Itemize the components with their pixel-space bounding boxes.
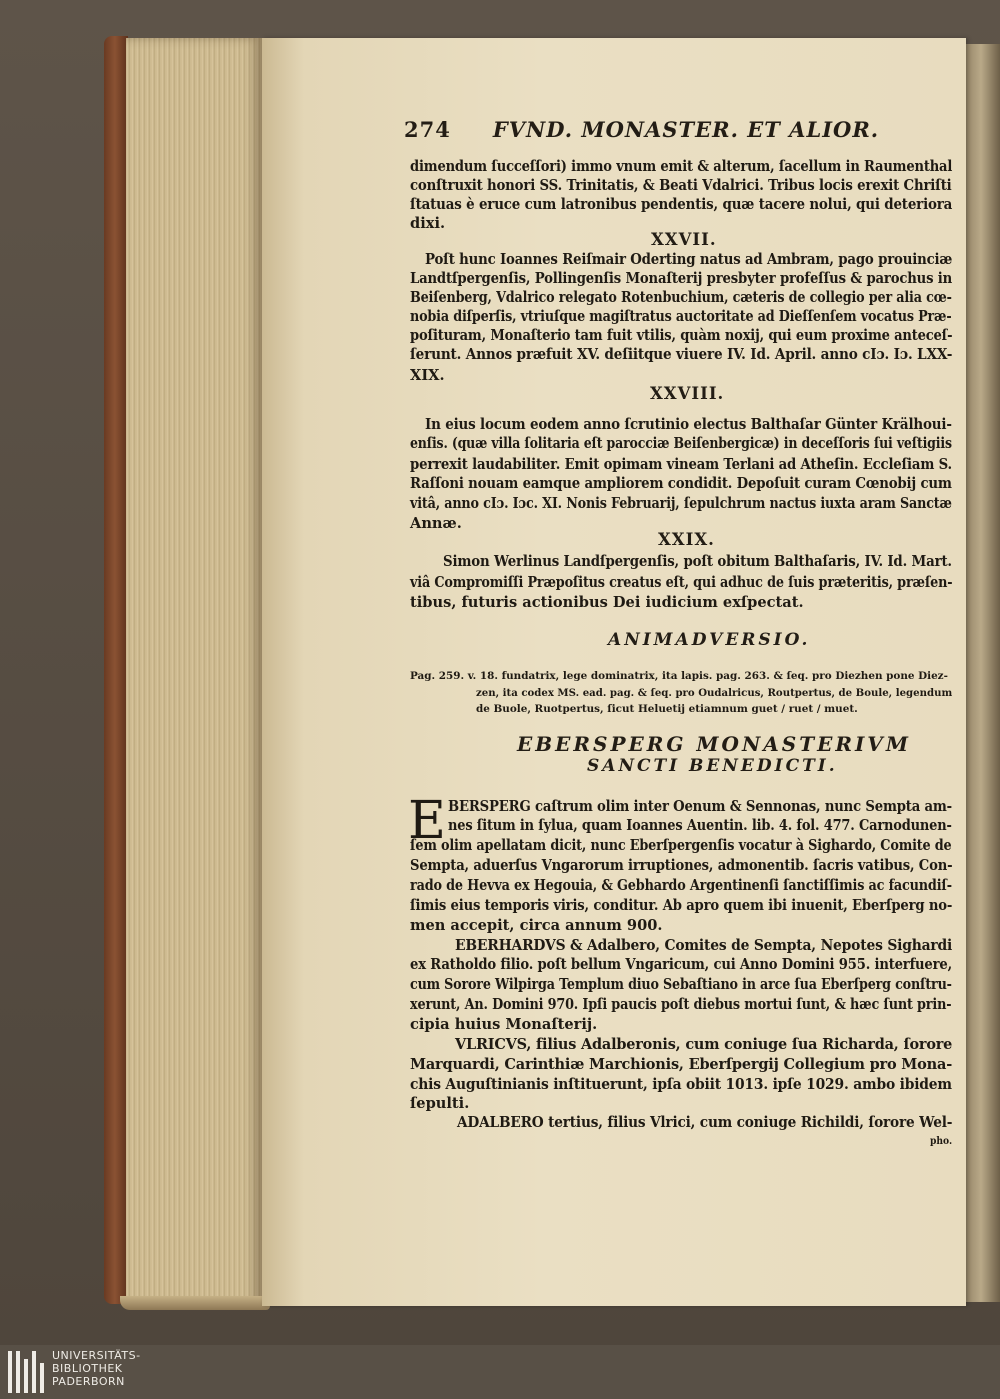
logo-line-3: PADERBORN (52, 1375, 125, 1388)
running-head-title: FVND. MONASTER. ET ALIOR. (492, 117, 880, 142)
text-line: cum Sorore Wilpirga Templum diuo Sebaſtiano in arce ſua Eberſperg conſtru- (410, 976, 952, 993)
text-line: poſituram, Monaſterio tam fuit vtilis, quàm noxij, qui eum proxime anteceſ- (410, 327, 953, 344)
running-head (404, 117, 879, 142)
section-heading-xxvii: XXVII. (651, 230, 717, 249)
text-line: ADALBERO tertius, filius Vlrici, cum coniuge Richildi, ſorore Wel- (457, 1114, 953, 1131)
library-logo-icon (8, 1351, 44, 1393)
text-line: vitâ, anno cIɔ. Iɔc. XI. Nonis Februarij, ſepulchrum nactus iuxta aram Sanctæ (410, 495, 952, 512)
text-line: cipia huius Monaſterij. (410, 1016, 598, 1033)
text-line: Sempta, aduerſus Vngarorum irruptiones, admonentib. ſacris vatibus, Con- (410, 857, 953, 874)
catchword: pho. (930, 1135, 953, 1147)
note-line: de Buole, Ruotpertus, ſicut Heluetij etiamnum guet / ruet / muet. (476, 703, 858, 715)
text-line: ſimis eius temporis viris, conditur. Ab apro quem ibi inuenit, Eberſperg no- (410, 897, 953, 914)
text-line: dimendum ſucceſſori) immo vnum emit & alterum, ſacellum in Raumenthal (410, 158, 953, 175)
text-line: enſis. (quæ villa ſolitaria eſt parocciæ Beiſenbergicæ) in deceſſoris ſui veſtigiis (410, 435, 952, 452)
text-line: perrexit laudabiliter. Emit opimam vineam Terlani ad Atheſin. Eccleſiam S. (410, 456, 952, 473)
text-line: Landtſpergenſis, Pollingenſis Monaſterij presbyter profeſſus & parochus in (410, 270, 953, 287)
text-line: In eius locum eodem anno ſcrutinio electus Balthaſar Günter Krälhoui- (425, 416, 952, 433)
text-line: nobia diſperſis, vtriuſque magiſtratus auctoritate ad Dieſſenſem vocatus Præ- (410, 308, 952, 325)
text-line: Marquardi, Carinthiæ Marchionis, Eberſpergij Collegium pro Mona- (410, 1056, 953, 1073)
text-line: Raſſoni nouam eamque ampliorem condidit. Depoſuit curam Cœnobij cum (410, 475, 952, 492)
text-line: VLRICVS, filius Adalberonis, cum coniuge ſua Richarda, ſorore (455, 1036, 953, 1053)
text-line: XIX. (410, 367, 445, 384)
footer-bar (0, 1345, 1000, 1399)
text-line: ſem olim apellatam dicit, nunc Eberſpergenſis vocatur à Sighardo, Comite de (410, 837, 952, 854)
text-line: men accepit, circa annum 900. (410, 917, 663, 934)
facing-page-edge (962, 44, 1000, 1302)
text-line: xerunt, An. Domini 970. Ipſi paucis poſt diebus mortui ſunt, & hæc ſunt prin- (410, 996, 952, 1013)
chapter-title: EBERSPERG MONASTERIVM (517, 732, 911, 756)
drop-capital: E (408, 791, 446, 851)
section-heading-xxix: XXIX. (658, 530, 715, 549)
page-edges (126, 38, 262, 1306)
library-logo-text (52, 1349, 141, 1388)
text-line: dixi. (410, 215, 446, 232)
chapter-subtitle: SANCTI BENEDICTI. (587, 756, 838, 776)
text-line: ſepulti. (410, 1095, 470, 1112)
text-line: Poſt hunc Ioannes Reiſmair Oderting natus ad Ambram, pago prouinciæ (425, 251, 953, 268)
text-line: tibus, futuris actionibus Dei iudicium exſpectat. (410, 594, 804, 611)
text-line: BERSPERG caſtrum olim inter Oenum & Sennonas, nunc Sempta am- (448, 798, 953, 815)
page-number: 274 (404, 117, 451, 142)
text-line: rado de Hevva ex Hegouia, & Gebhardo Argentinenſi ſanctiſſimis ac facundiſ- (410, 877, 952, 894)
text-line: chis Auguſtinianis inſtituerunt, ipſa obiit 1013. ipſe 1029. ambo ibidem (410, 1076, 952, 1093)
text-line: conſtruxit honori SS. Trinitatis, & Beati Vdalrici. Tribus locis erexit Chriſti (410, 177, 952, 194)
note-line: zen, ita codex MS. ead. pag. & ſeq. pro Oudalricus, Routpertus, de Boule, legendum (476, 687, 953, 699)
text-line: ſtatuas è eruce cum latronibus pendentis, quæ tacere nolui, qui deteriora (410, 196, 953, 213)
note-line: Pag. 259. v. 18. fundatrix, lege dominatrix, ita lapis. pag. 263. & ſeq. pro Diezhen pone Diez- (410, 670, 948, 682)
text-line: viâ Compromiſſi Præpoſitus creatus eſt, qui adhuc de ſuis præteritis, præſen- (410, 574, 953, 591)
section-heading-xxviii: XXVIII. (650, 384, 725, 403)
text-line: Annæ. (410, 515, 462, 532)
text-line: EBERHARDVS & Adalbero, Comites de Sempta, Nepotes Sighardi (455, 937, 953, 954)
text-line: Beiſenberg, Vdalrico relegato Rotenbuchium, cæteris de collegio per alia cœ- (410, 289, 952, 306)
text-line: Simon Werlinus Landſpergenſis, poſt obitum Balthaſaris, IV. Id. Mart. (443, 553, 952, 570)
page-edges-bottom (120, 1296, 270, 1310)
text-line: ſerunt. Annos præfuit XV. deſiitque viuere IV. Id. April. anno cIɔ. Iɔ. LXX- (410, 346, 953, 363)
logo-line-2: BIBLIOTHEK (52, 1362, 123, 1375)
animadversio-heading: ANIMADVERSIO. (608, 630, 811, 650)
logo-line-1: UNIVERSITÄTS- (52, 1349, 141, 1362)
book-binding (104, 36, 128, 1304)
text-line: nes ſitum in ſylua, quam Ioannes Auentin. lib. 4. fol. 477. Carnodunen- (448, 817, 952, 834)
text-line: ex Ratholdo filio. poſt bellum Vngaricum, cui Anno Domini 955. interfuere, (410, 956, 952, 973)
